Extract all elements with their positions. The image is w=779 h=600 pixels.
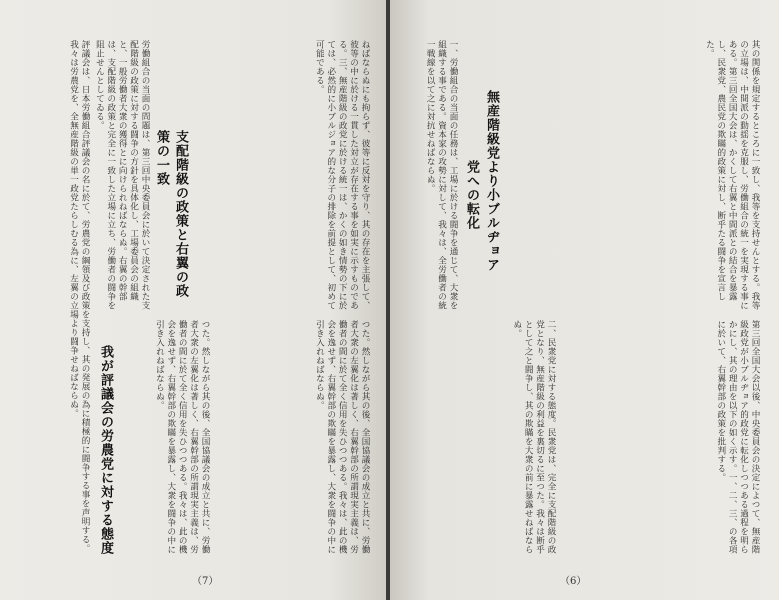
section-heading: 我が評議会の労農党に対する態度 [98, 345, 113, 555]
body-text-column: 一、労働組合の当面の任務は、工場に於ける闘争を通じて、大衆を組織する事である。資本家の攻勢に対して、我々は、全労働者の統一戦線を以て之に対抗せねばならぬ。 [425, 40, 458, 310]
page-number: （6） [560, 576, 587, 587]
body-text-column: 労働組合の当面の問題は、第三回中央委員会に於いて決定された支配階級の政策に対する闘争の方針を具体化し、工場委員会の組織と、一般労働者大衆の獲得とに向けられねばならぬ。右翼の幹部は、支配階級の政策と完全に一致した立場に立ち、労働者の闘争を阻止せんとしてゐる。 [94, 40, 150, 310]
section-heading: 無産階級党より小ブルヂョア [484, 90, 499, 272]
body-text-column: つた。然しながら其の後、全国協議会の成立と共に、労働者大衆の左翼化は著しく、右翼幹部の所謂現実主義は、労働者の間に於て全く信用を失ひつつある。我々は、此の機会を逸せず、右翼幹部の欺瞞を暴露し、大衆を闘争の中に引き入れねばならぬ。 [154, 320, 210, 554]
body-text-column: 其の関係を規定するところに一致し、我等を支持せんとする。我等の立場は、中間派の動揺を克服し、労働組合の統一を実現する事にある。第三回全国大会は、かくして右翼と中間派との結合を暴露し、民衆党、農民党の欺瞞的政策に対し、断乎たる闘争を宣言した。 [704, 40, 760, 310]
body-text-column: つた。然しながら其の後、全国協議会の成立と共に、労働者大衆の左翼化は著しく、右翼幹部の所謂現実主義は、労働者の間に於て全く信用を失ひつつある。我々は、此の機会を逸せず、右翼幹部の欺瞞を暴露し、大衆を闘争の中に引き入れねばならぬ。 [314, 320, 370, 554]
body-text-column: ねばならぬにも拘らず、彼等に反対を守り、其の存在を主張して、彼等の中に於ける一貫した対立が存在する事を如実に示すものである。三、無産階級の政党に於ける統一は、かくの如き情勢の下に於ては、必然的に小ブルジョア的な分子の排除を前提として、初めて可能である。 [314, 40, 370, 310]
body-text-column: 評議会は、日本労働組合評議会の名に於て、労農党の綱領及び政策を支持し、其の発展の為に積極的に闘争する事を声明する。我々は労農党を、全無産階級の単一政党たらしむる為に、左翼の立場より闘争せねばならぬ。 [68, 40, 90, 553]
body-text-column: 二、民衆党に対する態度。民衆党は、完全に支配階級の政党となり、無産階級の利益を裏切るに至つた。我々は断乎として之と闘争し、其の欺瞞を大衆の前に暴露せねばならぬ。 [511, 320, 556, 554]
page-number: （7） [192, 576, 219, 587]
left-page [0, 0, 386, 600]
section-heading: 支配階級の政策と右翼の政策の一致 [154, 130, 188, 298]
body-text-column: 第三回全国大会以後、中央委員会の決定によつて、無産階級政党が小ブルヂョア的政党に転化しつつある過程を明らかにし、其の理由を以下の如く示す。一、二、三、の各項に於いて、右翼幹部の政策を批判する。 [715, 320, 760, 554]
right-page [390, 0, 779, 600]
section-heading: 党への転化 [464, 160, 479, 230]
